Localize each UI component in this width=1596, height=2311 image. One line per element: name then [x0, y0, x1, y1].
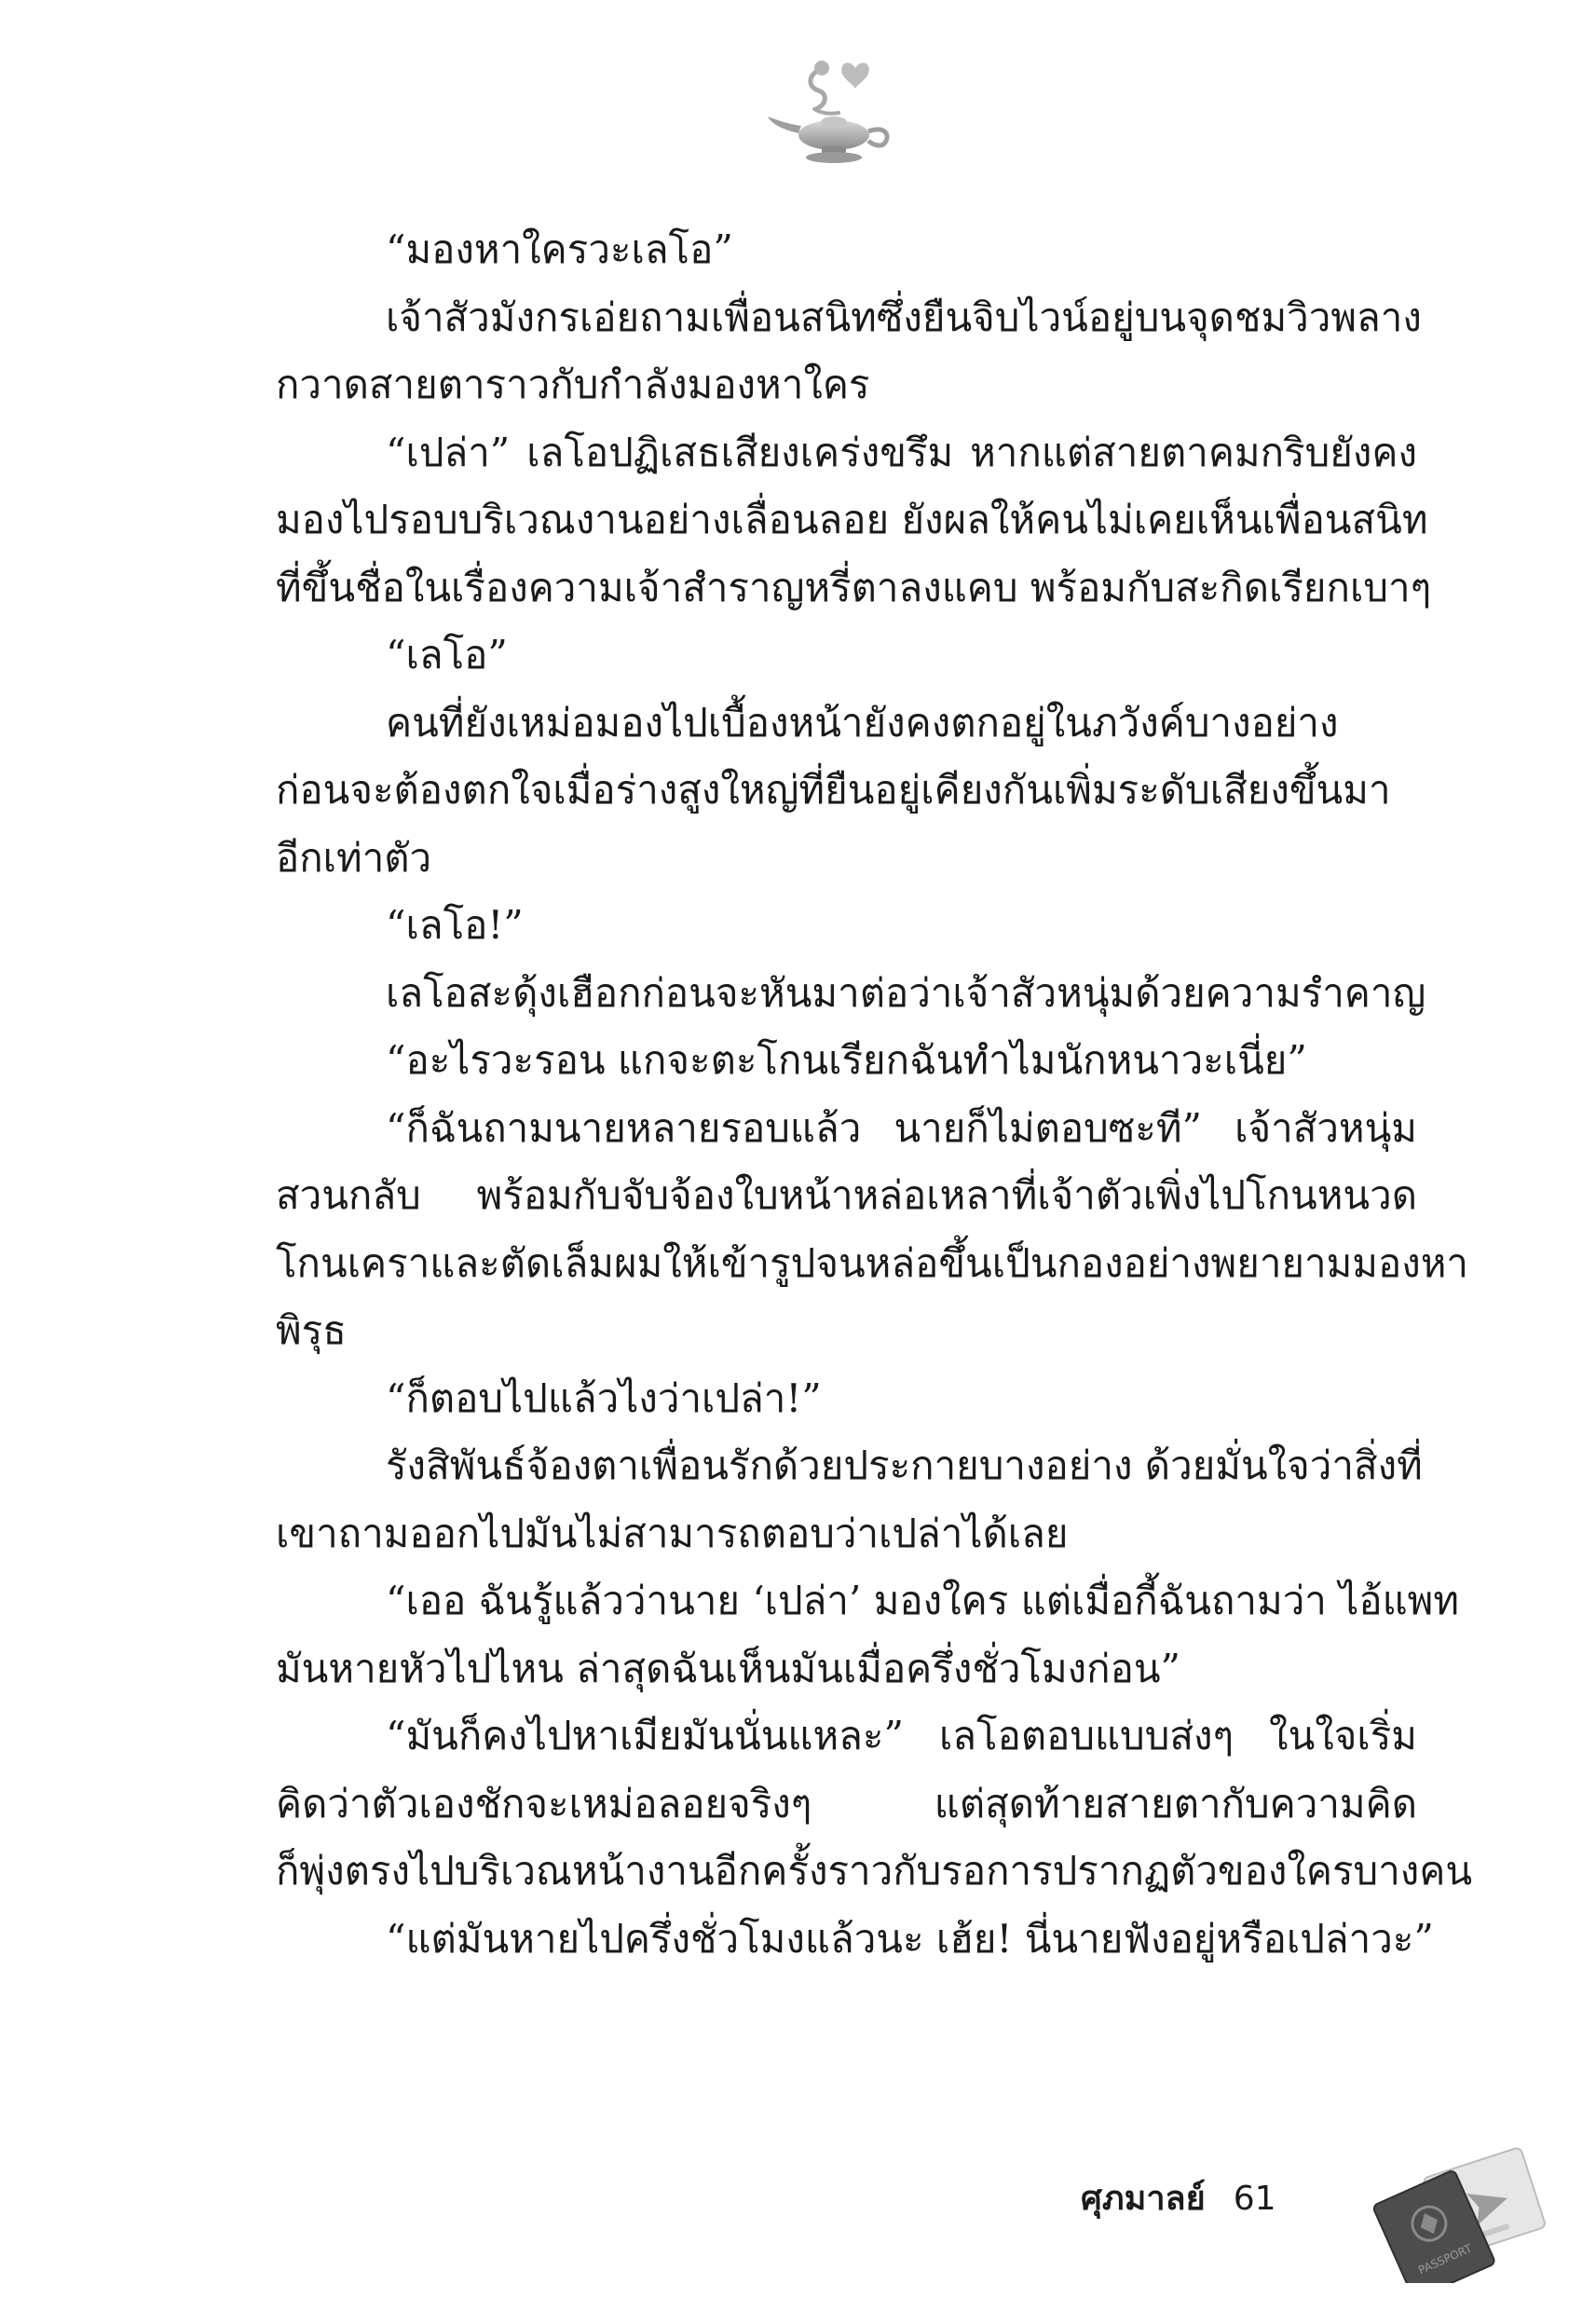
text-line: กวาดสายตาราวกับกำลังมองหาใคร	[276, 362, 870, 407]
text-line: “เออ ฉันรู้แล้วว่านาย ‘เปล่า’ มองใคร แต่เมื่อกี้ฉันถามว่า ไอ้แพท	[386, 1578, 1460, 1623]
text-line: “อะไรวะรอน แกจะตะโกนเรียกฉันทำไมนักหนาวะเนี่ย”	[386, 1037, 1307, 1083]
text-line: คนที่ยังเหม่อมองไปเบื้องหน้ายังคงตกอยู่ในภวังค์บางอย่าง	[386, 699, 1339, 745]
text-line: เขาถามออกไปมันไม่สามารถตอบว่าเปล่าได้เลย	[276, 1510, 1069, 1556]
text-line: “เปล่า” เลโอปฏิเสธเสียงเคร่งขรึม หากแต่สายตาคมกริบยังคง	[386, 429, 1417, 475]
text-line: ก่อนจะต้องตกใจเมื่อร่างสูงใหญ่ที่ยืนอยู่เคียงกันเพิ่มระดับเสียงขึ้นมา	[276, 767, 1391, 813]
text-line: สวนกลับ พร้อมกับจับจ้องใบหน้าหล่อเหลาที่เจ้าตัวเพิ่งไปโกนหนวด	[276, 1172, 1417, 1218]
text-line: “ก็ฉันถามนายหลายรอบแล้ว นายก็ไม่ตอบซะที” เจ้าสัวหนุ่ม	[386, 1104, 1417, 1151]
page-number: 61	[1233, 2180, 1276, 2218]
text-line: “มันก็คงไปหาเมียมันนั่นแหละ” เลโอตอบแบบส่งๆ ในใจเริ่ม	[386, 1713, 1417, 1758]
text-line: คิดว่าตัวเองชักจะเหม่อลอยจริงๆ แต่สุดท้ายสายตากับความคิด	[276, 1780, 1417, 1826]
author-name: ศุภมาลย์	[1081, 2180, 1206, 2218]
text-line: “ก็ตอบไปแล้วไงว่าเปล่า!”	[386, 1374, 822, 1421]
text-line: มันหายหัวไปไหน ล่าสุดฉันเห็นมันเมื่อครึ่งชั่วโมงก่อน”	[276, 1645, 1181, 1691]
text-line: เลโอสะดุ้งเฮือกก่อนจะหันมาต่อว่าเจ้าสัวหนุ่มด้วยความรำคาญ	[386, 969, 1426, 1016]
text-line: “แต่มันหายไปครึ่งชั่วโมงแล้วนะ เฮ้ย! นี่นายฟังอยู่หรือเปล่าวะ”	[386, 1915, 1434, 1962]
text-line: ก็พุ่งตรงไปบริเวณหน้างานอีกครั้งราวกับรอการปรากฏตัวของใครบางคน	[276, 1848, 1473, 1894]
text-line: เจ้าสัวมังกรเอ่ยถามเพื่อนสนิทซึ่งยืนจิบไวน์อยู่บนจุดชมวิวพลาง	[386, 294, 1422, 340]
text-line: “เลโอ”	[386, 632, 508, 677]
text-line: มองไปรอบบริเวณงานอย่างเลื่อนลอย ยังผลให้คนไม่เคยเห็นเพื่อนสนิท	[276, 497, 1428, 542]
text-line: รังสิพันธ์จ้องตาเพื่อนรักด้วยประกายบางอย่าง ด้วยมั่นใจว่าสิ่งที่	[386, 1443, 1423, 1488]
text-line: “มองหาใครวะเลโอ”	[386, 226, 733, 272]
text-line: อีกเท่าตัว	[276, 834, 432, 881]
text-line: ที่ขึ้นชื่อในเรื่องความเจ้าสำราญหรี่ตาลงแคบ พร้อมกับสะกิดเรียกเบาๆ	[276, 564, 1432, 610]
text-line: โกนเคราและตัดเล็มผมให้เข้ารูปจนหล่อขึ้นเป็นกองอย่างพยายามมองหา	[276, 1239, 1468, 1286]
page-footer	[1081, 2171, 1276, 2224]
passport-label: PASSPORT	[1416, 2241, 1474, 2277]
text-line: พิรุธ	[276, 1307, 347, 1353]
body-text	[276, 216, 1473, 1973]
passport-icon	[1370, 2134, 1556, 2283]
text-line: “เลโอ!”	[386, 902, 524, 948]
magic-lamp-icon	[764, 51, 904, 172]
